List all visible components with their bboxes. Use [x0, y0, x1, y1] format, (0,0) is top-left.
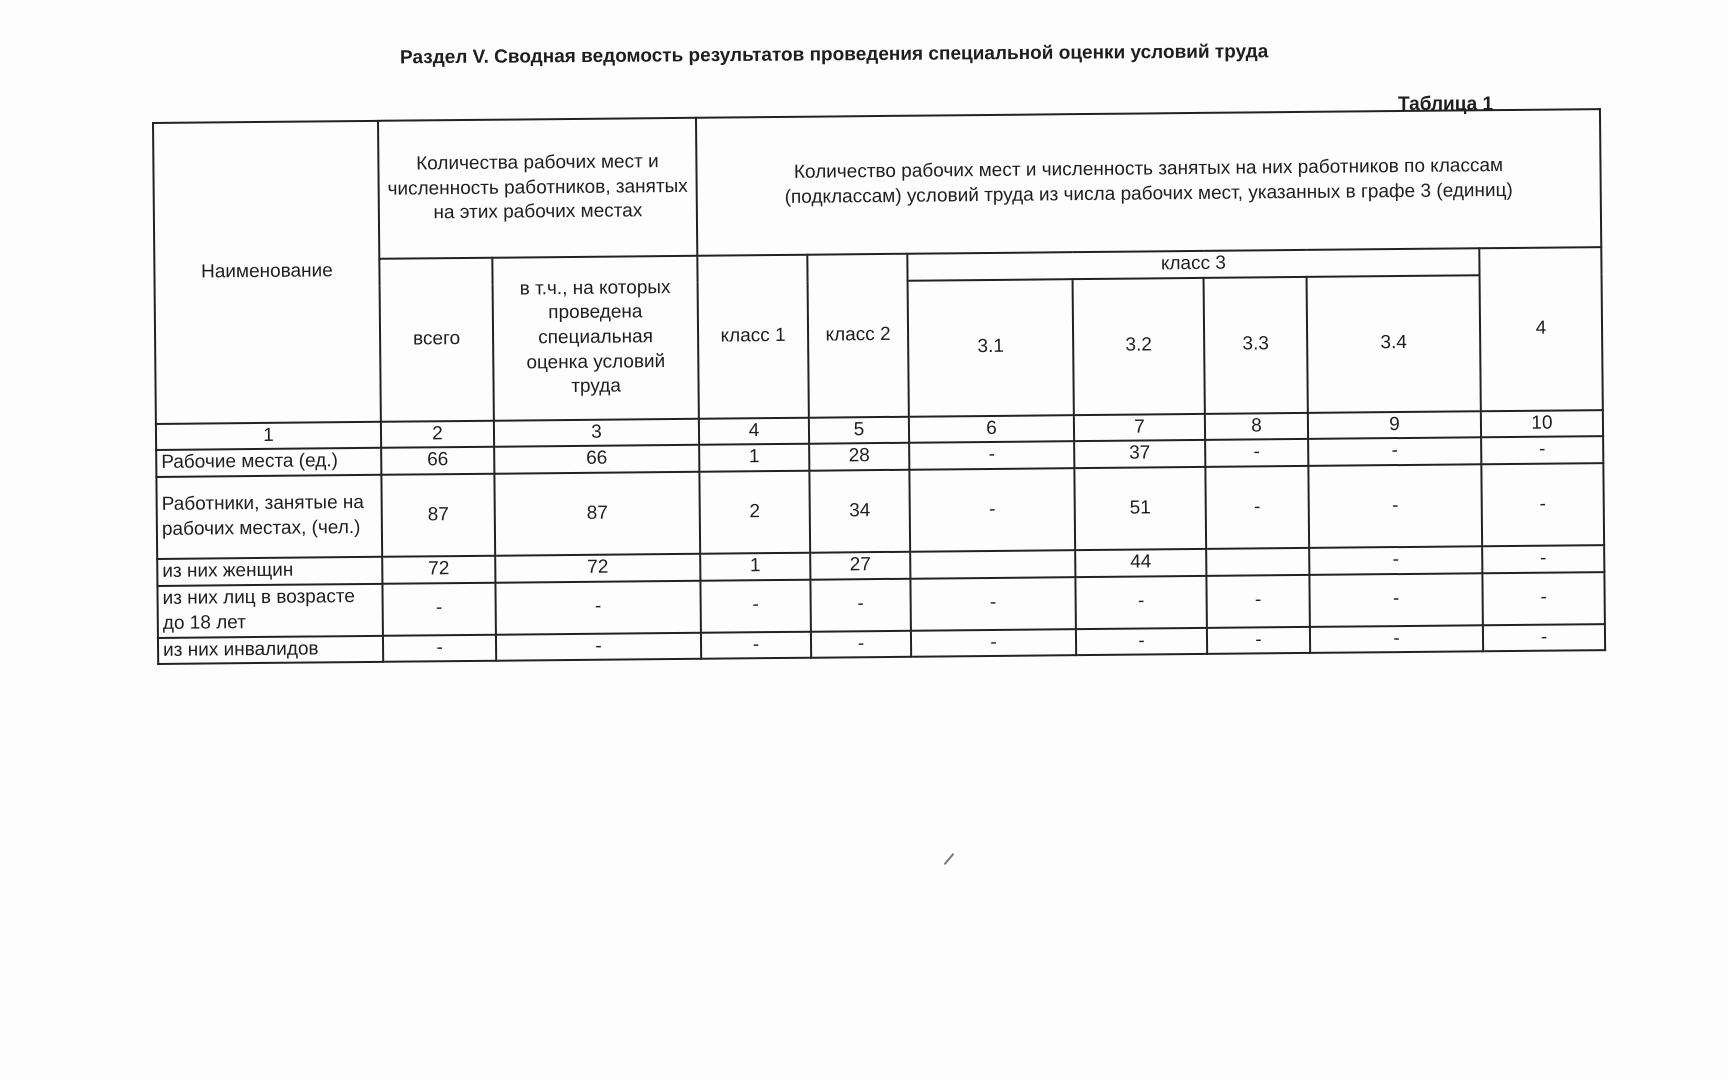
table-cell: -: [1075, 576, 1206, 629]
column-number: 5: [809, 416, 909, 444]
table-cell: -: [382, 582, 495, 635]
column-number: 6: [909, 415, 1074, 443]
table-label: Таблица 1: [1398, 94, 1494, 115]
table-cell: -: [1483, 624, 1605, 652]
header-class-2: класс 2: [807, 254, 909, 418]
table-cell: -: [910, 577, 1075, 631]
table-cell: 87: [494, 472, 700, 556]
table-cell: -: [495, 581, 700, 635]
table-cell: -: [1310, 625, 1483, 653]
column-number: 1: [156, 422, 381, 451]
table-cell: 1: [700, 553, 810, 581]
table-cell: -: [909, 468, 1075, 552]
table-cell: -: [1205, 439, 1308, 467]
table-cell: -: [1481, 436, 1603, 464]
scan-speck: [944, 853, 955, 865]
header-class-3: класс 3: [907, 248, 1479, 280]
table-cell: -: [701, 631, 811, 659]
table-cell: -: [1308, 464, 1482, 548]
table-row: [156, 463, 1604, 559]
table-cell: -: [1207, 627, 1310, 655]
table-cell: -: [1482, 545, 1604, 573]
column-number: 2: [381, 420, 494, 448]
table-cell: 87: [381, 474, 495, 557]
row-label: из них инвалидов: [158, 636, 383, 665]
summary-table-wrapper: [152, 108, 1606, 665]
table-cell: 44: [1075, 549, 1206, 577]
table-cell: -: [1482, 572, 1604, 625]
header-group-classes: Количество рабочих мест и численность занятых на них работников по классам (подклассам) условий труда из числа рабочих мест, указанных в графе 3 (единиц): [696, 109, 1601, 256]
header-class-4: 4: [1479, 247, 1603, 411]
header-subclass-3-3: 3.3: [1204, 277, 1308, 414]
table-cell: 1: [699, 444, 809, 472]
header-assessed: в т.ч., на которых проведена специальная оценка условий труда: [492, 256, 699, 421]
table-cell: -: [1206, 575, 1309, 628]
summary-table: [152, 108, 1606, 665]
table-cell: 72: [495, 554, 700, 583]
table-cell: 28: [809, 443, 909, 471]
header-group-workplaces: Количества рабочих мест и численность работников, занятых на этих рабочих местах: [378, 118, 697, 259]
header-name: Наименование: [153, 121, 381, 424]
header-class-1: класс 1: [697, 255, 809, 419]
column-number: 4: [699, 417, 809, 445]
column-number: 3: [494, 418, 699, 447]
table-cell: 66: [381, 447, 494, 475]
column-number: 7: [1074, 414, 1205, 442]
section-title: Раздел V. Сводная ведомость результатов проведения специальной оценки условий труда: [399, 41, 1269, 69]
table-cell: -: [700, 579, 810, 632]
table-cell: -: [1481, 463, 1604, 546]
table-cell: 2: [699, 471, 810, 554]
column-number: 10: [1481, 410, 1603, 438]
table-cell: -: [811, 630, 911, 658]
table-cell: -: [1076, 628, 1207, 656]
row-label: из них лиц в возрасте до 18 лет: [157, 584, 382, 638]
table-cell: [1206, 548, 1309, 576]
table-cell: 51: [1074, 467, 1206, 550]
column-number: 9: [1308, 411, 1481, 439]
row-label: Рабочие места (ед.): [156, 448, 381, 477]
table-cell: -: [1309, 573, 1482, 627]
table-cell: -: [496, 633, 701, 662]
table-cell: -: [911, 629, 1076, 657]
table-cell: -: [383, 634, 496, 662]
table-cell: -: [1309, 546, 1482, 574]
row-label: Работники, занятые на рабочих местах, (чел.): [156, 475, 382, 559]
header-subclass-3-2: 3.2: [1073, 278, 1205, 415]
table-cell: 37: [1074, 440, 1205, 468]
table-cell: -: [1205, 466, 1309, 549]
table-cell: 34: [809, 470, 910, 553]
table-cell: 27: [810, 552, 910, 580]
table-cell: 72: [382, 556, 495, 584]
row-label: из них женщин: [157, 557, 382, 586]
column-number: 8: [1205, 413, 1308, 441]
table-cell: -: [1308, 438, 1481, 466]
table-cell: 66: [494, 445, 699, 474]
table-cell: -: [909, 442, 1074, 470]
table-cell: [910, 550, 1075, 578]
header-subclass-3-4: 3.4: [1307, 275, 1481, 413]
header-total: всего: [379, 258, 494, 422]
table-cell: -: [810, 578, 910, 631]
header-subclass-3-1: 3.1: [908, 279, 1074, 417]
